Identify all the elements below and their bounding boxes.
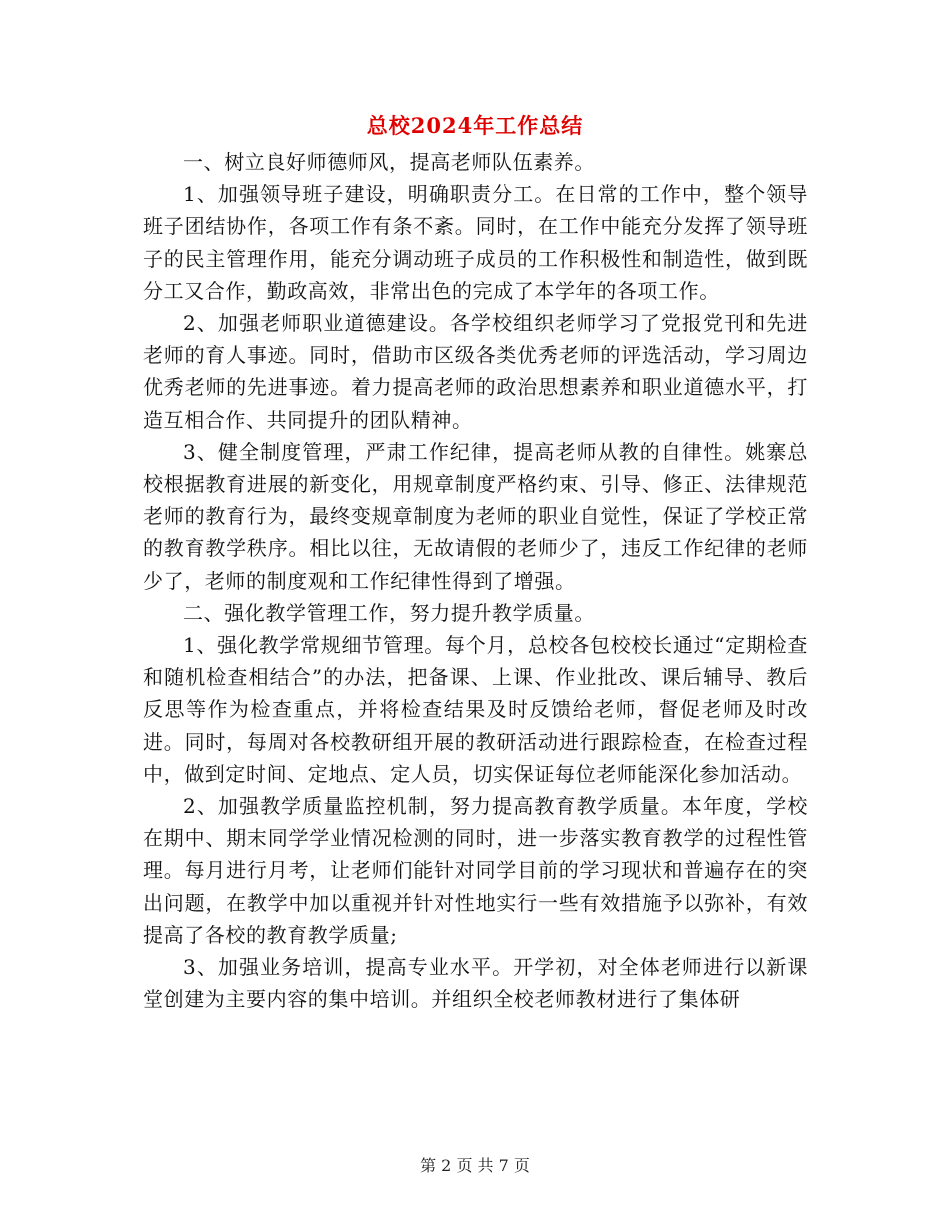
page-number-footer: 第 2 页 共 7 页 — [420, 1156, 530, 1175]
paragraph: 1、加强领导班子建设，明确职责分工。在日常的工作中，整个领导班子团结协作，各项工作有条不紊。同时，在工作中能充分发挥了领导班子的民主管理作用，能充分调动班子成员的工作积极性和制造性，做到既分工又合作，勤政高效，非常出色的完成了本学年的各项工作。 — [143, 182, 808, 303]
paragraph: 2、加强老师职业道德建设。各学校组织老师学习了党报党刊和先进老师的育人事迹。同时，借助市区级各类优秀老师的评选活动，学习周边优秀老师的先进事迹。着力提高老师的政治思想素养和职业道德水平，打造互相合作、共同提升的团队精神。 — [143, 311, 808, 432]
paragraph: 1、强化教学常规细节管理。每个月，总校各包校校长通过“定期检查和随机检查相结合”的办法，把备课、上课、作业批改、课后辅导、教后反思等作为检查重点，并将检查结果及时反馈给老师，督促老师及时改进。同时，每周对各校教研组开展的教研活动进行跟踪检查，在检查过程中，做到定时间、定地点、定人员，切实保证每位老师能深化参加活动。 — [143, 633, 808, 786]
paragraph: 3、健全制度管理，严肃工作纪律，提高老师从教的自律性。姚寨总校根据教育进展的新变化，用规章制度严格约束、引导、修正、法律规范老师的教育行为，最终变规章制度为老师的职业自觉性，保证了学校正常的教育教学秩序。相比以往，无故请假的老师少了，违反工作纪律的老师少了，老师的制度观和工作纪律性得到了增强。 — [143, 439, 808, 593]
section-heading-1: 一、树立良好师德师风，提高老师队伍素养。 — [183, 150, 595, 174]
document-body — [143, 146, 808, 1015]
paragraph: 3、加强业务培训，提高专业水平。开学初，对全体老师进行以新课堂创建为主要内容的集中培训。并组织全校老师教材进行了集体研 — [143, 955, 808, 1012]
document-title: 总校2024年工作总结 — [366, 113, 584, 138]
paragraph: 2、加强教学质量监控机制，努力提高教育教学质量。本年度，学校在期中、期末同学学业情况检测的同时，进一步落实教育教学的过程性管理。每月进行月考，让老师们能针对同学目前的学习现状和普遍存在的突出问题，在教学中加以重视并针对性地实行一些有效措施予以弥补，有效提高了各校的教育教学质量; — [143, 794, 808, 947]
section-heading-2: 二、强化教学管理工作，努力提升教学质量。 — [183, 600, 595, 625]
